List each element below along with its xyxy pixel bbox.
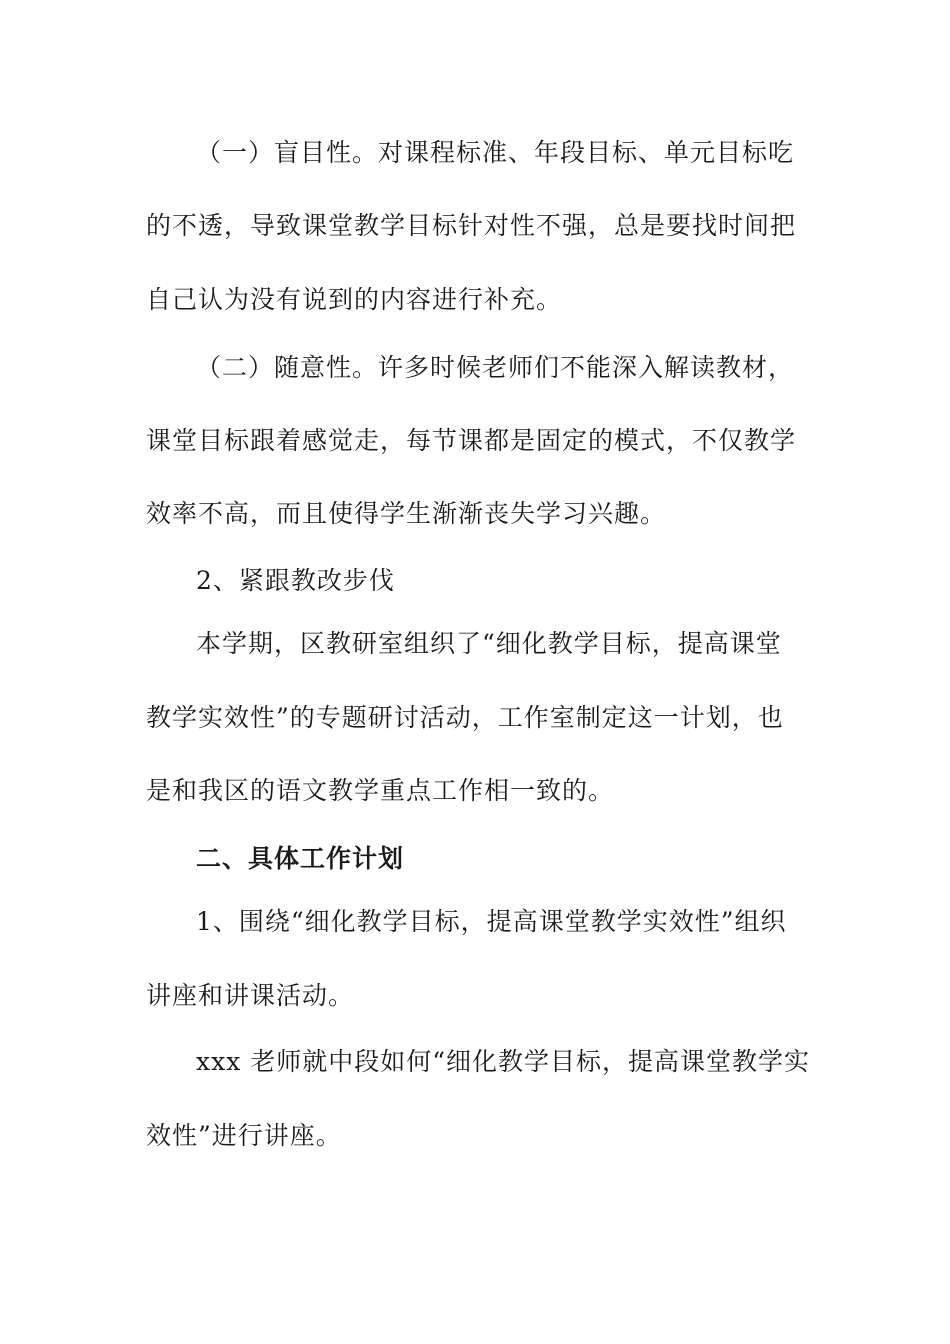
paragraph-line: 的不透，导致课堂教学目标针对性不强，总是要找时间把 bbox=[146, 211, 797, 240]
paragraph-line: （一）盲目性。对课程标准、年段目标、单元目标吃 bbox=[196, 138, 795, 167]
section-heading: 二、具体工作计划 bbox=[196, 844, 405, 873]
subheading-line: 2、紧跟教改步伐 bbox=[196, 566, 395, 595]
paragraph-line: 是和我区的语文教学重点工作相一致的。 bbox=[146, 776, 615, 805]
paragraph-line: 1、围绕“细化教学目标，提高课堂教学实效性”组织 bbox=[196, 907, 787, 936]
paragraph-line: 本学期，区教研室组织了“细化教学目标，提高课堂 bbox=[196, 629, 782, 658]
paragraph-line: 教学实效性”的专题研讨活动，工作室制定这一计划，也 bbox=[146, 703, 784, 732]
paragraph-line: 效性”进行讲座。 bbox=[146, 1121, 342, 1150]
paragraph-line: 讲座和讲课活动。 bbox=[146, 981, 355, 1010]
paragraph-line: xxx 老师就中段如何“细化教学目标，提高课堂教学实 bbox=[196, 1047, 811, 1076]
paragraph-line: 自己认为没有说到的内容进行补充。 bbox=[146, 285, 563, 314]
paragraph-line: 效率不高，而且使得学生渐渐丧失学习兴趣。 bbox=[146, 499, 667, 528]
paragraph-line: （二）随意性。许多时候老师们不能深入解读教材， bbox=[196, 353, 795, 382]
paragraph-line: 课堂目标跟着感觉走，每节课都是固定的模式，不仅教学 bbox=[146, 426, 797, 455]
